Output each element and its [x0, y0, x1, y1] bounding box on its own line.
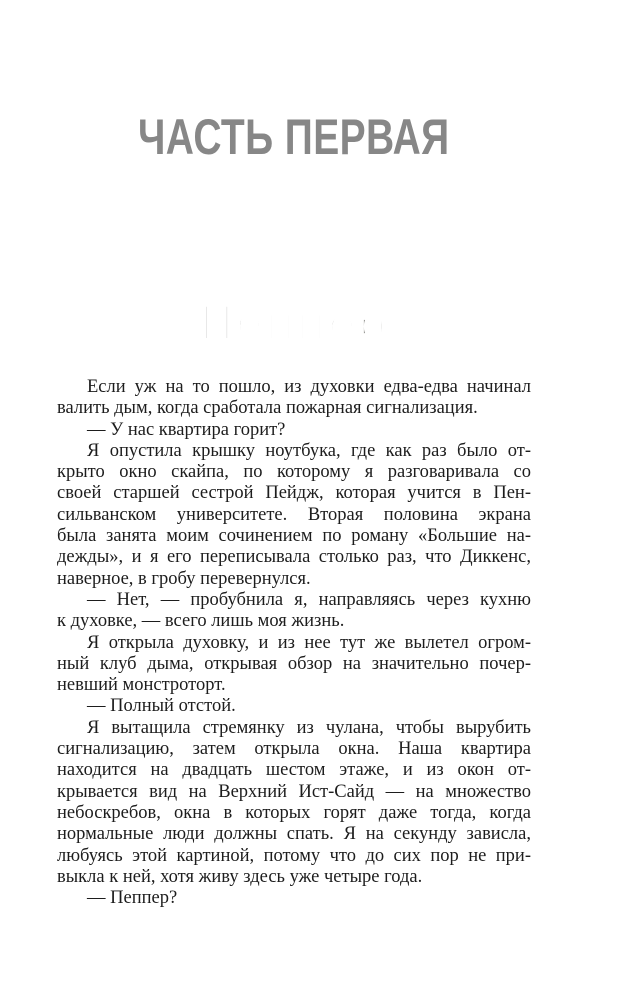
text-line: небоскребов, окна в которых горят даже тогда, когда — [57, 802, 531, 823]
text-line: Если уж на то пошло, из духовки едва-едва начинал — [87, 377, 531, 397]
text-line: — Нет, — пробубнила я, направляясь через кухню — [87, 589, 531, 610]
text-line: Я открыла духовку, и из нее тут же вылетел огром- — [87, 632, 531, 653]
part-title — [57, 109, 531, 165]
text-line: своей старшей сестрой Пейдж, которая учится в Пен- — [57, 483, 531, 504]
text-line: выкла к ней, хотя живу здесь уже четыре года. — [57, 866, 423, 887]
text-line: ный клуб дыма, открывая обзор на значительно почер- — [57, 653, 531, 674]
body-text — [57, 377, 531, 909]
text-line: — Пеппер? — [87, 888, 178, 909]
text-line: Я опустила крышку ноутбука, где как раз было от- — [87, 440, 531, 461]
text-line: наверное, в гробу перевернулся. — [57, 568, 311, 589]
text-line: нормальные люди должны спать. Я на секунду зависла, — [57, 824, 531, 845]
text-line: к духовке, — всего лишь моя жизнь. — [57, 611, 345, 632]
part-title-text: ЧАСТЬ ПЕРВАЯ — [138, 109, 450, 165]
text-line: любуясь этой картиной, потому что до сих пор не при- — [57, 845, 531, 866]
text-line: сигнализацию, затем открыла окна. Наша квартира — [57, 739, 531, 760]
text-line: — У нас квартира горит? — [87, 419, 286, 440]
text-line: Я вытащила стремянку из чулана, чтобы вырубить — [87, 717, 531, 738]
text-line: невший монстроторт. — [57, 675, 226, 696]
text-line: крывается вид на Верхний Ист-Сайд — на множество — [57, 781, 531, 802]
text-line: крыто окно скайпа, по которому я разговаривала со — [57, 462, 531, 483]
chapter-title: Пеппер — [199, 297, 389, 350]
text-line: находится на двадцать шестом этаже, и из окон от- — [57, 760, 531, 781]
text-line: сильванском университете. Вторая половина экрана — [57, 504, 531, 525]
text-line: дежды», и я его переписывала столько раз, что Диккенс, — [57, 547, 531, 568]
text-line: — Полный отстой. — [87, 696, 236, 717]
text-line: была занята моим сочинением по роману «Большие на- — [57, 526, 531, 547]
text-line: валить дым, когда сработала пожарная сигнализация. — [57, 398, 478, 419]
